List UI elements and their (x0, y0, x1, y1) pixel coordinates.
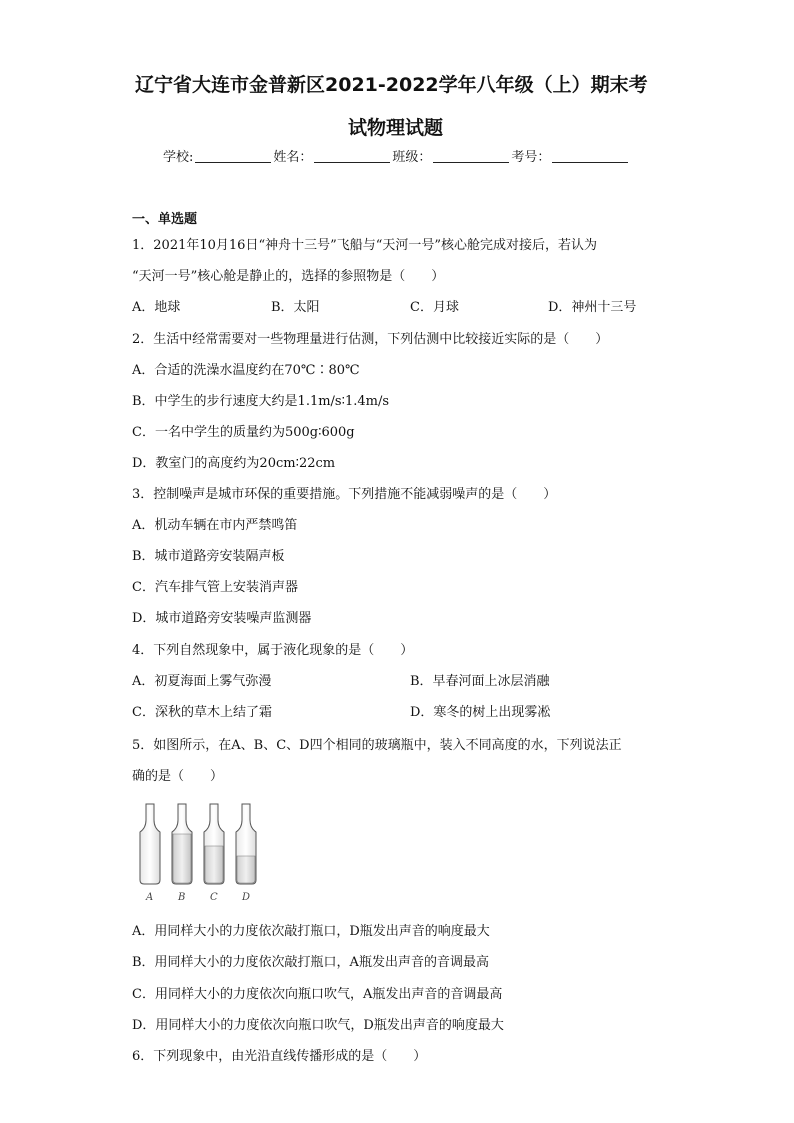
bottle-a (140, 804, 160, 884)
q2-option-a: A．合适的洗澡水温度约在70℃∶80℃ (132, 363, 360, 378)
q5-stem-line-1: 5．如图所示，在A、B、C、D四个相同的玻璃瓶中，装入不同高度的水，下列说法正 (132, 738, 622, 753)
bottle-label-d: D (242, 892, 251, 903)
q3-stem: 3．控制噪声是城市环保的重要措施。下列措施不能减弱噪声的是（ ） (132, 487, 557, 502)
bottle-label-c: C (210, 892, 218, 903)
q1-option-d: D．神州十三号 (548, 300, 637, 315)
q4-stem: 4．下列自然现象中，属于液化现象的是（ ） (132, 643, 414, 658)
q1-stem-line-2: “天河一号”核心舱是静止的，选择的参照物是（ ） (132, 269, 445, 284)
school-blank (195, 148, 271, 163)
q1-stem-line-1: 1．2021年10月16日“神舟十三号”飞船与“天河一号”核心舱完成对接后，若认为 (132, 238, 598, 253)
class-label: 班级： (392, 150, 432, 165)
q2-option-c: C．一名中学生的质量约为500g∶600g (132, 425, 355, 440)
class-blank (433, 148, 509, 163)
exam-no-blank (552, 148, 628, 163)
q5-option-b: B．用同样大小的力度依次敲打瓶口，A瓶发出声音的音调最高 (132, 955, 489, 970)
bottle-b (172, 804, 192, 884)
bottle-label-b: B (178, 892, 186, 903)
page-title-line-2: 试物理试题 (348, 117, 444, 139)
bottles-figure (132, 800, 272, 906)
student-info-line (163, 146, 630, 165)
school-label: 学校: (163, 150, 194, 165)
exam-no-label: 考号： (511, 150, 551, 165)
bottle-d (236, 804, 256, 884)
q1-option-a: A．地球 (132, 300, 181, 315)
q5-option-c: C．用同样大小的力度依次向瓶口吹气，A瓶发出声音的音调最高 (132, 987, 503, 1002)
q3-option-a: A．机动车辆在市内严禁鸣笛 (132, 518, 298, 533)
q4-option-a: A．初夏海面上雾气弥漫 (132, 674, 272, 689)
bottle-c (204, 804, 224, 884)
section-heading: 一、单选题 (132, 212, 198, 227)
q2-stem: 2．生活中经常需要对一些物理量进行估测，下列估测中比较接近实际的是（ ） (132, 332, 609, 347)
q5-option-d: D．用同样大小的力度依次向瓶口吹气，D瓶发出声音的响度最大 (132, 1018, 504, 1033)
q4-option-b: B．早春河面上冰层消融 (410, 674, 550, 689)
q2-option-d: D．教室门的高度约为20cm∶22cm (132, 456, 336, 471)
q1-option-c: C．月球 (410, 300, 459, 315)
name-label: 姓名： (273, 150, 313, 165)
q4-option-d: D．寒冬的树上出现雾凇 (410, 705, 551, 720)
q2-option-b: B．中学生的步行速度大约是1.1m/s∶1.4m/s (132, 394, 390, 409)
name-blank (314, 148, 390, 163)
q1-option-b: B．太阳 (271, 300, 320, 315)
bottle-label-a: A (146, 892, 154, 903)
q3-option-c: C．汽车排气管上安装消声器 (132, 580, 298, 595)
q3-option-b: B．城市道路旁安装隔声板 (132, 549, 285, 564)
page-title-line-1: 辽宁省大连市金普新区2021-2022学年八年级（上）期末考 (135, 74, 648, 96)
q4-option-c: C．深秋的草木上结了霜 (132, 705, 272, 720)
q5-option-a: A．用同样大小的力度依次敲打瓶口，D瓶发出声音的响度最大 (132, 924, 490, 939)
q6-stem: 6．下列现象中，由光沿直线传播形成的是（ ） (132, 1049, 427, 1064)
q5-stem-line-2: 确的是（ ） (132, 769, 224, 784)
q3-option-d: D．城市道路旁安装噪声监测器 (132, 611, 312, 626)
